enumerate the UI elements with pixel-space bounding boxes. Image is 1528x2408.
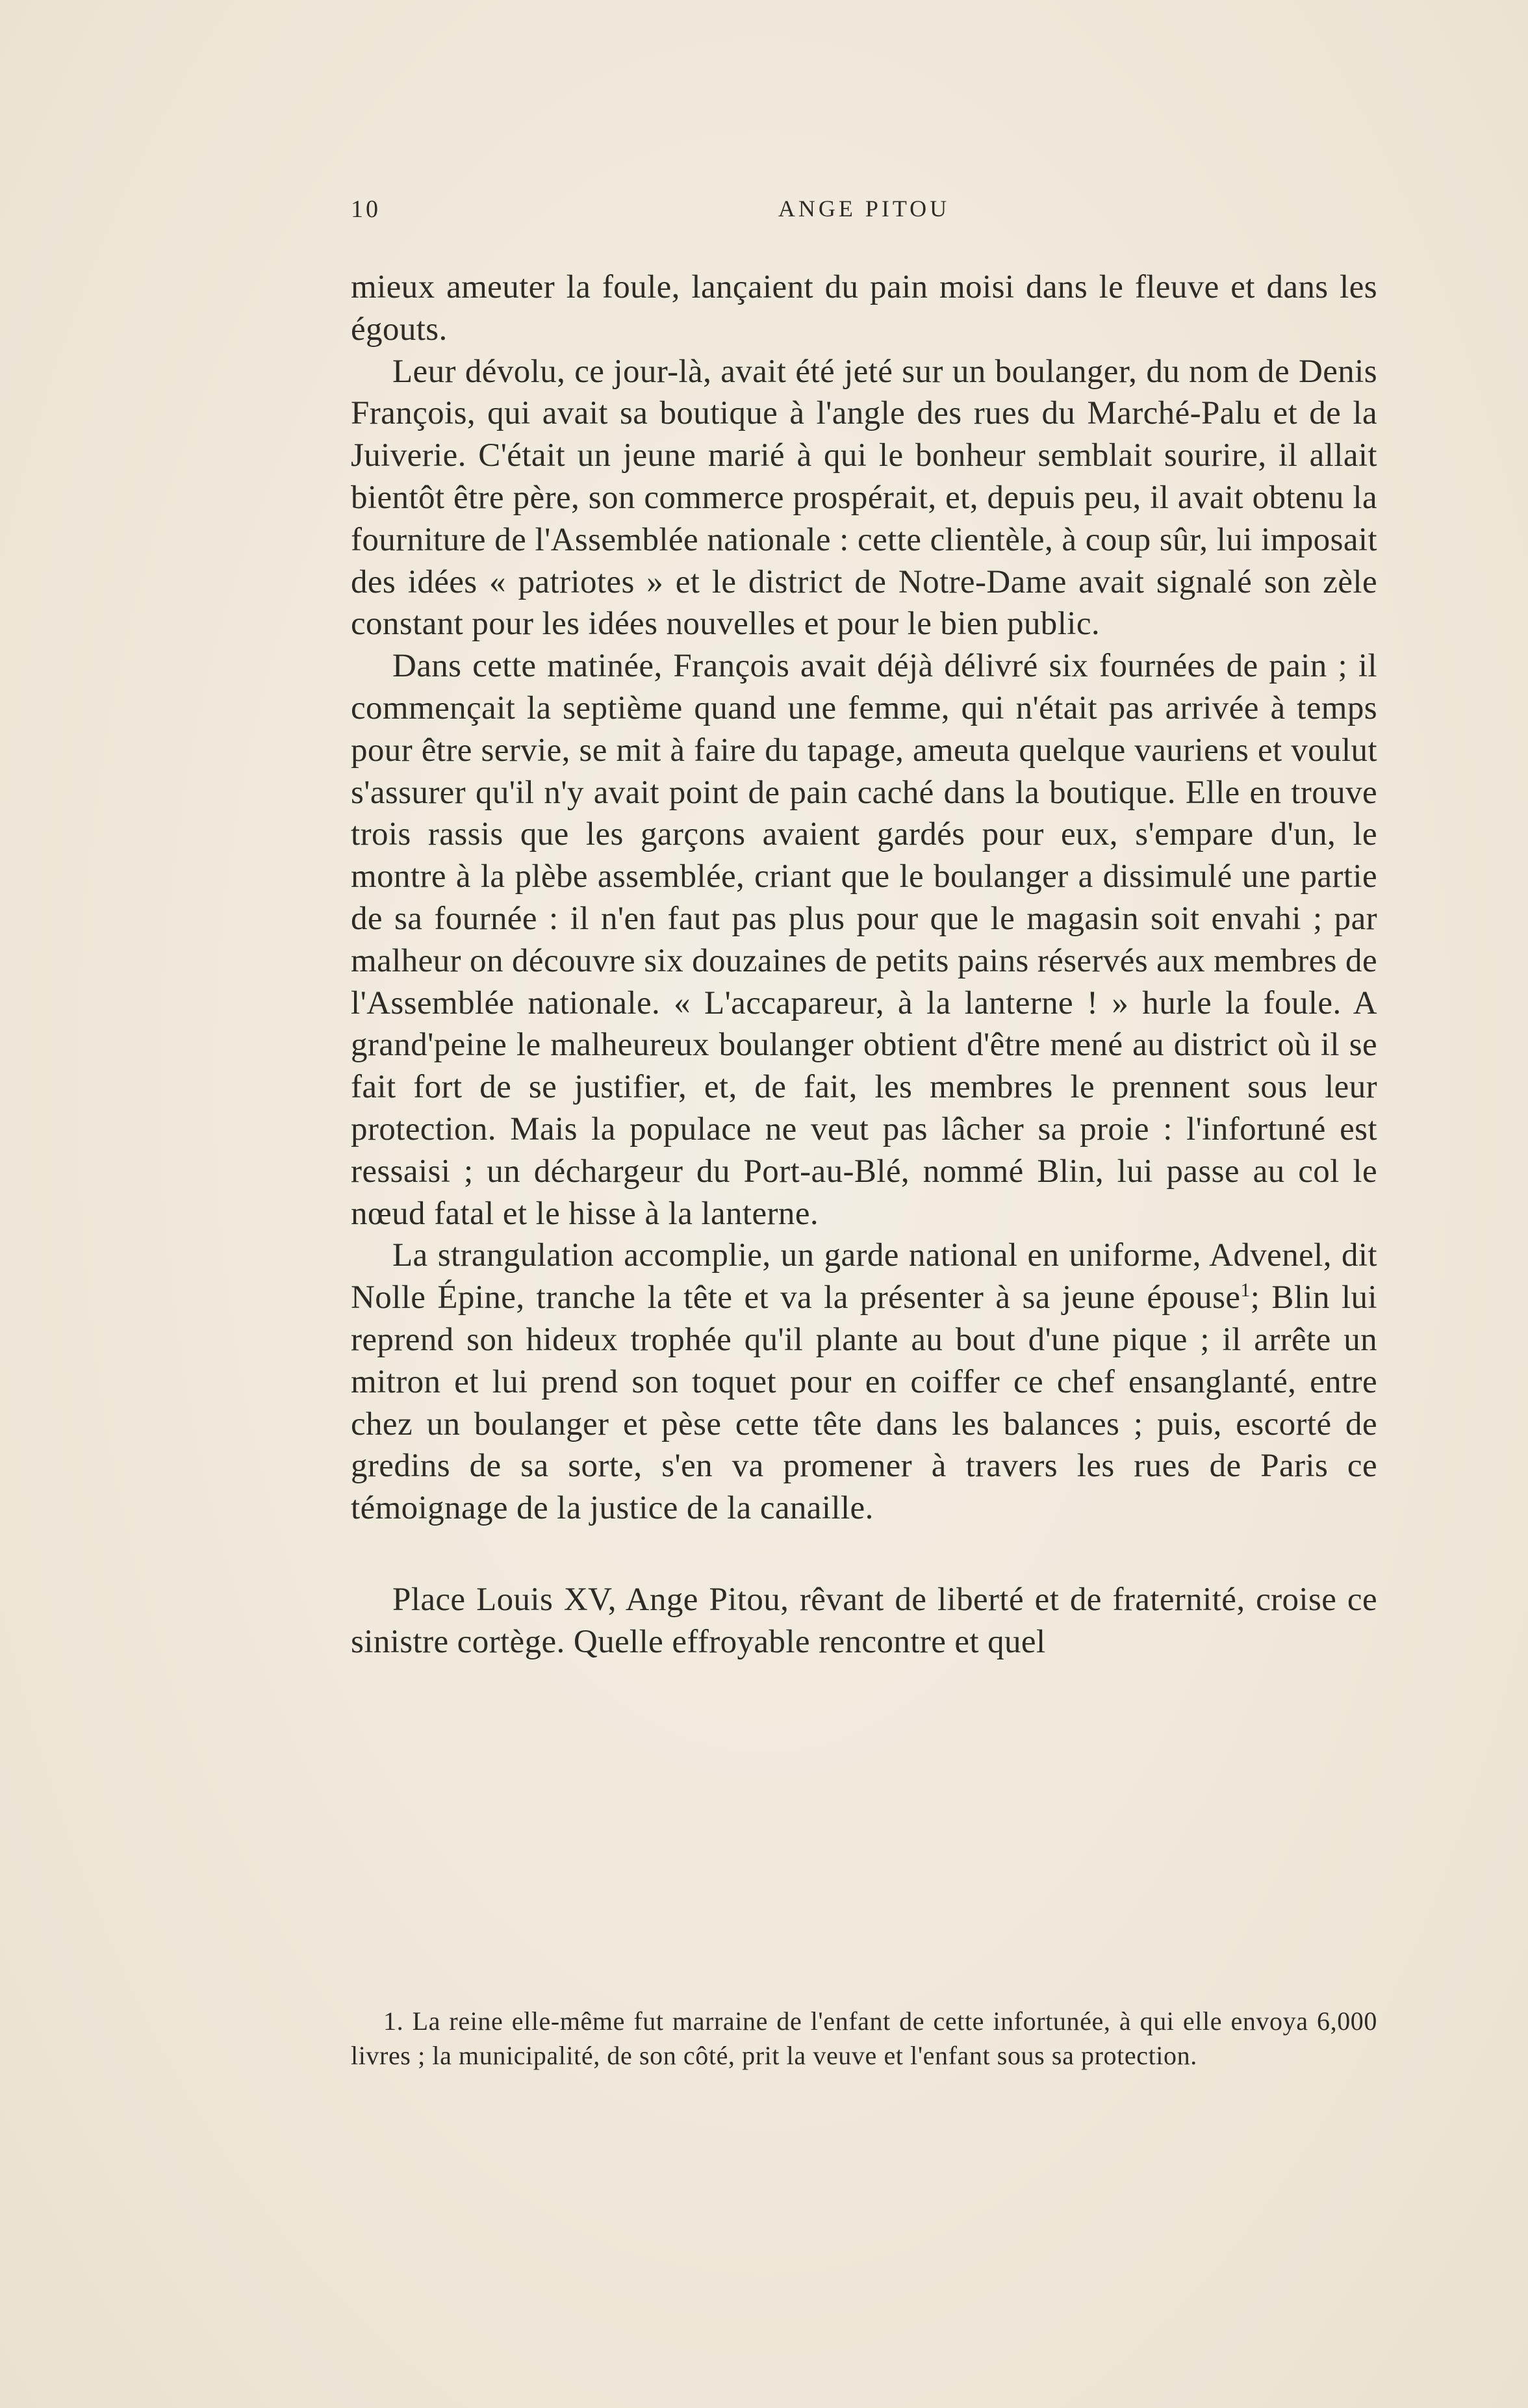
paragraph: Dans cette matinée, François avait déjà délivré six fournées de pain ; il commençait la septième quand une femme, qui n'était pas arrivée à temps pour être servie, se mit à faire du tapage, ameuta quelque vauriens et voulut s'assurer qu'il n'y avait point de pain caché dans la boutique. Elle en trouve trois rassis que les garçons avaient gardés pour eux, s'empare d'un, le montre à la plèbe assemblée, criant que le boulanger a dissimulé une partie de sa fournée : il n'en faut pas plus pour que le magasin soit envahi ; par malheur on découvre six douzaines de petits pains réservés aux membres de l'Assemblée nationale. « L'accapareur, à la lanterne ! » hurle la foule. A grand'peine le malheureux boulanger obtient d'être mené au district où il se fait fort de se justifier, et, de fait, les membres le prennent sous leur protection. Mais la populace ne veut pas lâcher sa proie : l'infortuné est ressaisi ; un déchargeur du Port-au-Blé, nommé Blin, lui passe au col le nœud fatal et le hisse à la lanterne. xyxy=(351,648,1377,1232)
paragraph-text: ; Blin lui reprend son hideux trophée qu'il plante au bout d'une pique ; il arrête un mitron et lui prend son toquet pour en coiffer ce chef ensanglanté, entre chez un boulanger et pèse cette tête dans les balances ; puis, escorté de gredins de sa sorte, s'en va promener à travers les rues de Paris ce témoignage de la justice de la canaille. xyxy=(351,1279,1377,1527)
paragraph-text: La strangulation accomplie, un garde national en uniforme, Advenel, dit Nolle Épine, tranche la tête et va la présenter à sa jeune épouse xyxy=(351,1237,1377,1316)
footnotes xyxy=(351,2004,1377,2073)
footnote-reference: 1 xyxy=(1240,1279,1251,1301)
body-text xyxy=(351,266,1377,1663)
paragraph: mieux ameuter la foule, lançaient du pain moisi dans le fleuve et dans les égouts. xyxy=(351,269,1377,348)
page-header xyxy=(351,195,1377,234)
running-title: ANGE PITOU xyxy=(778,196,950,222)
page-number: 10 xyxy=(351,196,381,223)
paragraph xyxy=(351,1235,1377,1530)
paragraph: Leur dévolu, ce jour-là, avait été jeté sur un boulanger, du nom de Denis François, qui avait sa boutique à l'angle des rues du Marché-Palu et de la Juiverie. C'était un jeune marié à qui le bonheur semblait sourire, il allait bientôt être père, son commerce prospérait, et, depuis peu, il avait obtenu la fourniture de l'Assemblée nationale : cette clientèle, à coup sûr, lui imposait des idées « patriotes » et le district de Notre-Dame avait signalé son zèle constant pour les idées nouvelles et pour le bien public. xyxy=(351,353,1377,643)
footnote: 1. La reine elle-même fut marraine de l'enfant de cette infortunée, à qui elle envoya 6,000 livres ; la municipalité, de son côté, prit la veuve et l'enfant sous sa protection. xyxy=(351,2006,1377,2070)
paragraph: Place Louis XV, Ange Pitou, rêvant de liberté et de fraternité, croise ce sinistre cortège. Quelle effroyable rencontre et quel xyxy=(351,1581,1377,1660)
